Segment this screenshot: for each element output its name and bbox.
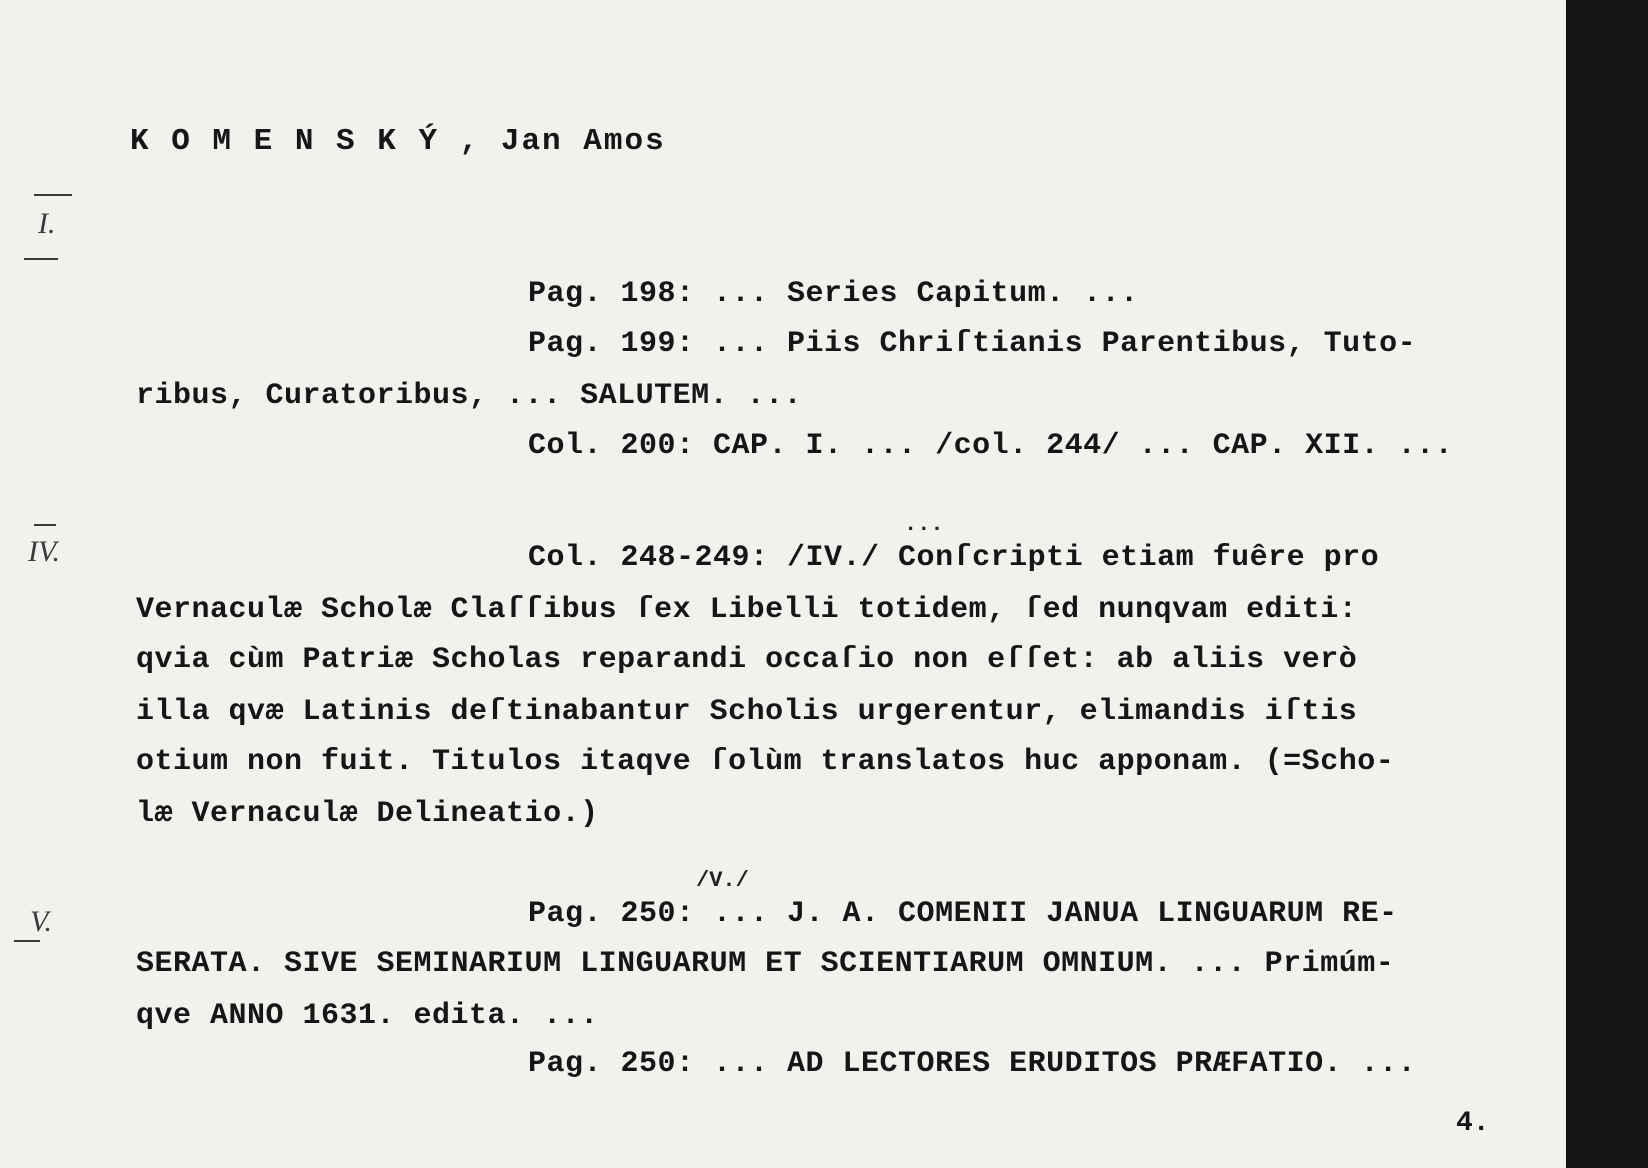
card-heading: K O M E N S K Ý , Jan Amos — [130, 124, 666, 159]
text-line-7: qvia cùm Patriæ Scholas reparandi occaſio non eſſet: ab aliis verò — [136, 643, 1358, 677]
page-number: 4. — [1456, 1108, 1490, 1139]
text-line-3: ribus, Curatoribus, ... SALUTEM. ... — [136, 379, 803, 413]
text-line-14: Pag. 250: ... AD LECTORES ERUDITOS PRÆFATIO. ... — [528, 1047, 1417, 1081]
margin-bar-bottom — [24, 258, 58, 260]
text-line-9: otium non fuit. Titulos itaqve ſolùm translatos huc apponam. (=Scho- — [136, 745, 1395, 779]
text-line-12: SERATA. SIVE SEMINARIUM LINGUARUM ET SCIENTIARUM OMNIUM. ... Primúm- — [136, 947, 1395, 981]
margin-bar-top — [34, 194, 72, 196]
insertion-mark-v: /V./ — [696, 868, 749, 893]
margin-bar-v — [14, 940, 40, 942]
margin-bar-iv — [34, 524, 56, 526]
margin-mark-v: V. — [30, 905, 52, 938]
margin-mark-i: I. — [38, 207, 56, 240]
text-line-5: Col. 248-249: /IV./ Conſcripti etiam fuêre pro — [528, 541, 1380, 575]
text-line-10: læ Vernaculæ Delineatio.) — [136, 797, 599, 831]
text-line-4: Col. 200: CAP. I. ... /col. 244/ ... CAP. XII. ... — [528, 429, 1454, 463]
text-line-11: Pag. 250: ... J. A. COMENII JANUA LINGUARUM RE- — [528, 897, 1398, 931]
margin-mark-iv: IV. — [28, 535, 60, 568]
text-line-2: Pag. 199: ... Piis Chriſtianis Parentibus, Tuto- — [528, 327, 1417, 361]
text-line-13: qve ANNO 1631. edita. ... — [136, 999, 599, 1033]
text-line-1: Pag. 198: ... Series Capitum. ... — [528, 277, 1139, 311]
text-line-6: Vernaculæ Scholæ Claſſibus ſex Libelli totidem, ſed nunqvam editi: — [136, 593, 1358, 627]
text-line-8: illa qvæ Latinis deſtinabantur Scholis urgerentur, elimandis iſtis — [136, 695, 1358, 729]
insertion-dots: ... — [904, 512, 944, 537]
